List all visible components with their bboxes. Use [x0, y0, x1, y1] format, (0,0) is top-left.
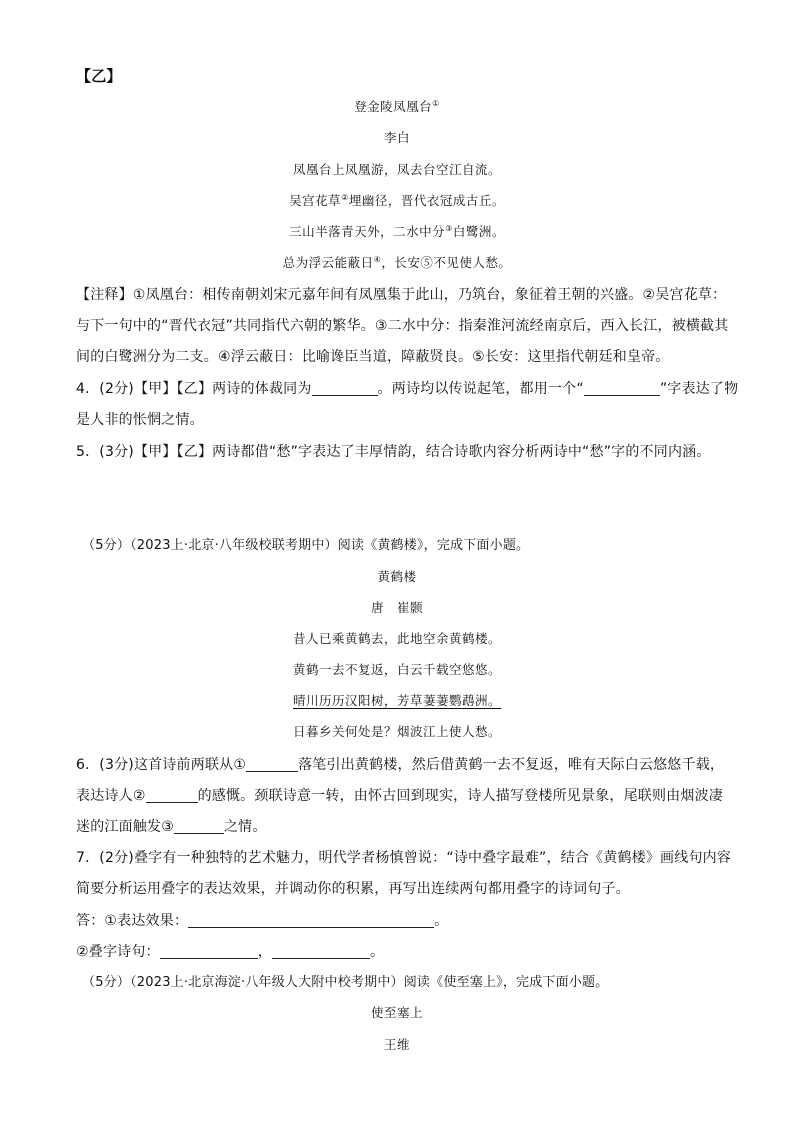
footnote-marker: ① [432, 99, 440, 108]
footnote-marker: ③ [445, 224, 453, 233]
poem-title-text: 登金陵凤凰台 [354, 99, 433, 114]
poem-line: 日暮乡关何处是？烟波江上使人愁。 [292, 724, 501, 739]
question-text: 。两诗均以传说起笔，都用一个“ [377, 381, 584, 397]
poem-line-underlined [0, 692, 794, 710]
answer-blank[interactable] [312, 381, 378, 396]
question-6-line2 [76, 786, 724, 806]
poem-line [0, 192, 794, 210]
question-text: ”字表达了物 [659, 381, 739, 397]
poem-title: 使至塞上 [370, 1005, 423, 1020]
question-7: 7．(2分)叠字有一种独特的艺术魅力，明代学者杨慎曾说：“诗中叠字最难”，结合《黄鹤楼》画线句内容 [76, 850, 732, 866]
answer-blank[interactable] [146, 788, 198, 803]
footnote-marker: ② [341, 193, 349, 202]
poem-title: 黄鹤楼 [377, 569, 417, 584]
notes-line: 【注释】①凤凰台：相传南朝刘宋元嘉年间有凤凰集于此山，乃筑台，象征着王朝的兴盛。②吴宫花草： [76, 287, 727, 303]
question-text: 之情。 [223, 819, 267, 835]
blank-marker: ① [233, 757, 247, 773]
notes-line: 与下一句中的“晋代衣冠”共同指代六朝的繁华。③二水中分：指秦淮河流经南京后，西入长江，被横截其 [76, 318, 729, 334]
source: （2023上·北京海淀·八年级人大附中校考期中） [130, 975, 404, 990]
underlined-line: 晴川历历汉阳树，芳草萋萋鹦鹉洲。 [292, 693, 501, 708]
poem-title [0, 98, 794, 116]
question-6 [76, 755, 724, 775]
answer-label: 答： [76, 913, 105, 929]
question-6-line3 [76, 817, 724, 837]
poem-line-text: 白鹭洲。 [452, 224, 505, 239]
reading-intro [82, 536, 724, 556]
answer-blank[interactable] [584, 381, 660, 396]
poem-line [0, 161, 794, 179]
notes-line: 间的白鹭洲分为二支。④浮云蔽日：比喻谗臣当道，障蔽贤良。⑤长安：这里指代朝廷和皇帝。 [76, 349, 670, 365]
answer-line-2 [76, 942, 724, 962]
question-text: 的感慨。颈联诗意一转，由怀古回到现实，诗人描写登楼所见景象，尾联则由烟波凄 [197, 788, 723, 804]
poem-author: 唐 崔颢 [370, 600, 423, 615]
punctuation: 。 [434, 913, 449, 929]
answer-blank[interactable] [188, 913, 434, 928]
poem-line [0, 254, 794, 272]
answer-blank[interactable] [174, 819, 224, 834]
answer-prompt: ②叠字诗句： [76, 944, 160, 960]
poem-line-text: 三山半落青天外，二水中分 [289, 224, 446, 239]
blank-marker: ② [132, 788, 146, 804]
section-tag-yi: 【乙】 [76, 67, 122, 85]
points: （5分） [82, 975, 131, 990]
blank-marker: ③ [161, 819, 174, 835]
answer-blank[interactable] [272, 944, 370, 959]
question-4-line2: 是人非的怅惘之情。 [76, 412, 204, 428]
question-text: 迷的江面触发 [76, 819, 162, 835]
question-text: 落笔引出黄鹤楼，然后借黄鹤一去不复返，唯有天际白云悠悠千载， [298, 757, 725, 773]
reading-intro [82, 973, 724, 993]
poem-line: 昔人已乘黄鹤去，此地空余黄鹤楼。 [292, 631, 501, 646]
question-5: 5．(3分)【甲】【乙】两诗都借“愁”字表达了丰厚情韵，结合诗歌内容分析两诗中“愁”字的不同内涵。 [76, 444, 711, 460]
punctuation: 。 [369, 944, 385, 960]
points: （5分） [82, 538, 131, 553]
poem-line [0, 223, 794, 241]
punctuation: ， [257, 944, 272, 960]
poem-line-text: 凤凰台上凤凰游，凤去台空江自流。 [292, 162, 501, 177]
answer-blank[interactable] [160, 944, 258, 959]
question-text: 表达诗人 [76, 788, 133, 804]
answer-blank[interactable] [246, 757, 298, 772]
question-text: 6．(3分)这首诗前两联从 [76, 757, 234, 773]
poem-line-text: ，长安⑤不见使人愁。 [381, 255, 512, 270]
poem-line-text: 总为浮云能蔽日 [282, 255, 374, 270]
answer-prompt: ①表达效果： [104, 913, 189, 929]
instruction: 阅读《黄鹤楼》，完成下面小题。 [337, 538, 530, 553]
source: （2023上·北京·八年级校联考期中） [130, 538, 338, 553]
question-text: 4．(2分)【甲】【乙】两诗的体裁同为 [76, 381, 312, 397]
poem-author: 李白 [383, 130, 410, 145]
poem-author: 王维 [383, 1037, 410, 1052]
question-7-line2: 简要分析运用叠字的表达效果，并调动你的积累，再写出连续两句都用叠字的诗词句子。 [76, 881, 630, 897]
answer-line-1 [76, 911, 724, 931]
poem-line: 黄鹤一去不复返，白云千载空悠悠。 [292, 662, 501, 677]
poem-line-text: 埋幽径，晋代衣冠成古丘。 [348, 193, 505, 208]
footnote-marker: ④ [373, 255, 382, 264]
question-4 [76, 379, 739, 399]
poem-line-text: 吴宫花草 [289, 193, 342, 208]
instruction: 阅读《使至塞上》，完成下面小题。 [403, 975, 609, 990]
